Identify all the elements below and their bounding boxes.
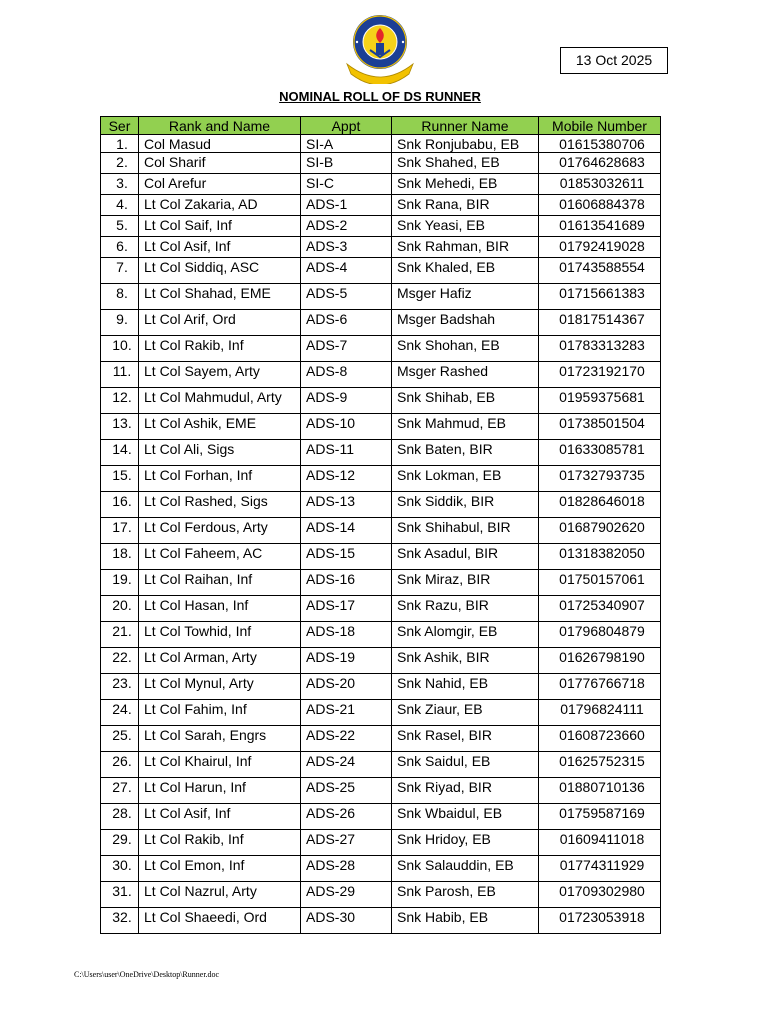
row-runner-name: Snk Shahed, EB [392,153,539,174]
row-rank-and-name: Col Masud [139,135,301,153]
row-mobile-number: 01796824111 [539,700,661,726]
row-rank-and-name: Lt Col Shaeedi, Ord [139,908,301,934]
row-ser: 17. [101,518,139,544]
row-rank-and-name: Lt Col Hasan, Inf [139,596,301,622]
row-ser: 28. [101,804,139,830]
row-mobile-number: 01606884378 [539,195,661,216]
row-mobile-number: 01817514367 [539,310,661,336]
row-mobile-number: 01792419028 [539,237,661,258]
row-runner-name: Snk Asadul, BIR [392,544,539,570]
row-runner-name: Snk Habib, EB [392,908,539,934]
row-runner-name: Snk Baten, BIR [392,440,539,466]
row-mobile-number: 01615380706 [539,135,661,153]
table-body [101,135,661,934]
row-runner-name: Snk Saidul, EB [392,752,539,778]
row-rank-and-name: Lt Col Saif, Inf [139,216,301,237]
row-rank-and-name: Lt Col Sayem, Arty [139,362,301,388]
row-ser: 20. [101,596,139,622]
row-appt: ADS-3 [301,237,392,258]
row-appt: ADS-22 [301,726,392,752]
row-rank-and-name: Lt Col Khairul, Inf [139,752,301,778]
row-rank-and-name: Lt Col Emon, Inf [139,856,301,882]
row-ser: 4. [101,195,139,216]
row-rank-and-name: Lt Col Ali, Sigs [139,440,301,466]
row-mobile-number: 01723192170 [539,362,661,388]
row-appt: ADS-26 [301,804,392,830]
row-rank-and-name: Lt Col Fahim, Inf [139,700,301,726]
column-header-runner-name: Runner Name [392,117,539,135]
row-runner-name: Snk Lokman, EB [392,466,539,492]
institution-emblem-logo [343,10,417,84]
row-runner-name: Snk Rana, BIR [392,195,539,216]
row-ser: 10. [101,336,139,362]
row-ser: 19. [101,570,139,596]
column-header-appt: Appt [301,117,392,135]
table-row [101,284,661,310]
table-row [101,216,661,237]
row-rank-and-name: Lt Col Rakib, Inf [139,830,301,856]
row-rank-and-name: Lt Col Siddiq, ASC [139,258,301,284]
row-mobile-number: 01608723660 [539,726,661,752]
row-appt: ADS-8 [301,362,392,388]
row-rank-and-name: Lt Col Sarah, Engrs [139,726,301,752]
row-runner-name: Snk Salauddin, EB [392,856,539,882]
row-rank-and-name: Lt Col Forhan, Inf [139,466,301,492]
row-runner-name: Snk Razu, BIR [392,596,539,622]
row-ser: 21. [101,622,139,648]
row-mobile-number: 01626798190 [539,648,661,674]
row-appt: ADS-9 [301,388,392,414]
row-appt: ADS-24 [301,752,392,778]
row-rank-and-name: Lt Col Mynul, Arty [139,674,301,700]
row-appt: ADS-21 [301,700,392,726]
row-ser: 25. [101,726,139,752]
row-rank-and-name: Lt Col Harun, Inf [139,778,301,804]
row-appt: SI-B [301,153,392,174]
row-runner-name: Snk Khaled, EB [392,258,539,284]
row-mobile-number: 01774311929 [539,856,661,882]
row-runner-name: Snk Riyad, BIR [392,778,539,804]
row-ser: 27. [101,778,139,804]
row-appt: ADS-18 [301,622,392,648]
row-rank-and-name: Col Sharif [139,153,301,174]
row-ser: 1. [101,135,139,153]
row-ser: 30. [101,856,139,882]
row-ser: 11. [101,362,139,388]
table-row [101,674,661,700]
row-runner-name: Msger Badshah [392,310,539,336]
row-appt: ADS-5 [301,284,392,310]
row-mobile-number: 01609411018 [539,830,661,856]
table-row [101,174,661,195]
row-runner-name: Snk Shihabul, BIR [392,518,539,544]
row-mobile-number: 01723053918 [539,908,661,934]
row-rank-and-name: Lt Col Arif, Ord [139,310,301,336]
row-mobile-number: 01625752315 [539,752,661,778]
row-rank-and-name: Lt Col Asif, Inf [139,804,301,830]
table-row [101,544,661,570]
table-row [101,830,661,856]
table-header-row [101,117,661,135]
row-appt: ADS-10 [301,414,392,440]
row-ser: 8. [101,284,139,310]
row-rank-and-name: Lt Col Ashik, EME [139,414,301,440]
table-row [101,700,661,726]
column-header-mobile-number: Mobile Number [539,117,661,135]
row-ser: 14. [101,440,139,466]
nominal-roll-table [100,116,661,934]
row-rank-and-name: Lt Col Ferdous, Arty [139,518,301,544]
row-runner-name: Msger Rashed [392,362,539,388]
table-row [101,622,661,648]
row-appt: ADS-12 [301,466,392,492]
row-mobile-number: 01613541689 [539,216,661,237]
row-runner-name: Snk Nahid, EB [392,674,539,700]
row-rank-and-name: Lt Col Zakaria, AD [139,195,301,216]
row-mobile-number: 01687902620 [539,518,661,544]
row-ser: 32. [101,908,139,934]
table-row [101,153,661,174]
row-mobile-number: 01764628683 [539,153,661,174]
table-row [101,778,661,804]
row-appt: ADS-14 [301,518,392,544]
file-path-footer: C:\Users\user\OneDrive\Desktop\Runner.doc [74,970,220,979]
row-runner-name: Snk Rahman, BIR [392,237,539,258]
row-appt: ADS-28 [301,856,392,882]
row-runner-name: Snk Mehedi, EB [392,174,539,195]
table-row [101,804,661,830]
row-ser: 18. [101,544,139,570]
row-ser: 16. [101,492,139,518]
table-row [101,492,661,518]
row-ser: 7. [101,258,139,284]
row-rank-and-name: Lt Col Faheem, AC [139,544,301,570]
row-appt: ADS-20 [301,674,392,700]
table-row [101,440,661,466]
row-ser: 3. [101,174,139,195]
row-appt: ADS-30 [301,908,392,934]
table-row [101,596,661,622]
table-row [101,310,661,336]
row-ser: 6. [101,237,139,258]
row-appt: ADS-2 [301,216,392,237]
row-appt: ADS-15 [301,544,392,570]
row-runner-name: Snk Shihab, EB [392,388,539,414]
row-ser: 24. [101,700,139,726]
row-ser: 23. [101,674,139,700]
row-mobile-number: 01725340907 [539,596,661,622]
row-ser: 12. [101,388,139,414]
row-rank-and-name: Col Arefur [139,174,301,195]
table-row [101,466,661,492]
row-mobile-number: 01743588554 [539,258,661,284]
row-mobile-number: 01633085781 [539,440,661,466]
table-row [101,856,661,882]
row-appt: SI-A [301,135,392,153]
row-mobile-number: 01880710136 [539,778,661,804]
row-runner-name: Snk Yeasi, EB [392,216,539,237]
row-appt: ADS-16 [301,570,392,596]
row-appt: ADS-25 [301,778,392,804]
table-row [101,414,661,440]
row-rank-and-name: Lt Col Raihan, Inf [139,570,301,596]
row-appt: ADS-7 [301,336,392,362]
table-row [101,518,661,544]
row-appt: SI-C [301,174,392,195]
row-runner-name: Snk Miraz, BIR [392,570,539,596]
row-mobile-number: 01759587169 [539,804,661,830]
table-row [101,258,661,284]
row-appt: ADS-27 [301,830,392,856]
document-title: NOMINAL ROLL OF DS RUNNER [279,89,481,104]
table-row [101,908,661,934]
row-rank-and-name: Lt Col Rashed, Sigs [139,492,301,518]
row-appt: ADS-4 [301,258,392,284]
row-rank-and-name: Lt Col Rakib, Inf [139,336,301,362]
table-row [101,570,661,596]
row-runner-name: Snk Shohan, EB [392,336,539,362]
table-row [101,362,661,388]
column-header-rank-and-name: Rank and Name [139,117,301,135]
table-row [101,195,661,216]
row-rank-and-name: Lt Col Mahmudul, Arty [139,388,301,414]
row-rank-and-name: Lt Col Arman, Arty [139,648,301,674]
row-rank-and-name: Lt Col Shahad, EME [139,284,301,310]
row-mobile-number: 01715661383 [539,284,661,310]
table-row [101,237,661,258]
table-row [101,726,661,752]
row-appt: ADS-29 [301,882,392,908]
row-runner-name: Snk Rasel, BIR [392,726,539,752]
row-runner-name: Msger Hafiz [392,284,539,310]
row-ser: 22. [101,648,139,674]
row-ser: 5. [101,216,139,237]
row-appt: ADS-17 [301,596,392,622]
row-ser: 29. [101,830,139,856]
row-mobile-number: 01828646018 [539,492,661,518]
table-row [101,752,661,778]
row-mobile-number: 01318382050 [539,544,661,570]
row-appt: ADS-6 [301,310,392,336]
table-row [101,336,661,362]
row-runner-name: Snk Hridoy, EB [392,830,539,856]
row-ser: 26. [101,752,139,778]
row-runner-name: Snk Alomgir, EB [392,622,539,648]
row-ser: 2. [101,153,139,174]
row-appt: ADS-11 [301,440,392,466]
row-ser: 31. [101,882,139,908]
row-runner-name: Snk Mahmud, EB [392,414,539,440]
column-header-ser: Ser [101,117,139,135]
row-mobile-number: 01750157061 [539,570,661,596]
table-row [101,135,661,153]
row-runner-name: Snk Ronjubabu, EB [392,135,539,153]
row-runner-name: Snk Ashik, BIR [392,648,539,674]
date-box: 13 Oct 2025 [560,47,668,74]
row-appt: ADS-19 [301,648,392,674]
table-row [101,388,661,414]
row-runner-name: Snk Siddik, BIR [392,492,539,518]
row-mobile-number: 01959375681 [539,388,661,414]
row-rank-and-name: Lt Col Towhid, Inf [139,622,301,648]
row-rank-and-name: Lt Col Nazrul, Arty [139,882,301,908]
row-appt: ADS-1 [301,195,392,216]
row-runner-name: Snk Ziaur, EB [392,700,539,726]
row-mobile-number: 01738501504 [539,414,661,440]
row-mobile-number: 01776766718 [539,674,661,700]
row-mobile-number: 01732793735 [539,466,661,492]
row-ser: 15. [101,466,139,492]
row-mobile-number: 01853032611 [539,174,661,195]
row-ser: 9. [101,310,139,336]
row-runner-name: Snk Parosh, EB [392,882,539,908]
row-mobile-number: 01783313283 [539,336,661,362]
table-row [101,648,661,674]
row-mobile-number: 01709302980 [539,882,661,908]
row-runner-name: Snk Wbaidul, EB [392,804,539,830]
row-mobile-number: 01796804879 [539,622,661,648]
row-ser: 13. [101,414,139,440]
row-appt: ADS-13 [301,492,392,518]
table-row [101,882,661,908]
row-rank-and-name: Lt Col Asif, Inf [139,237,301,258]
